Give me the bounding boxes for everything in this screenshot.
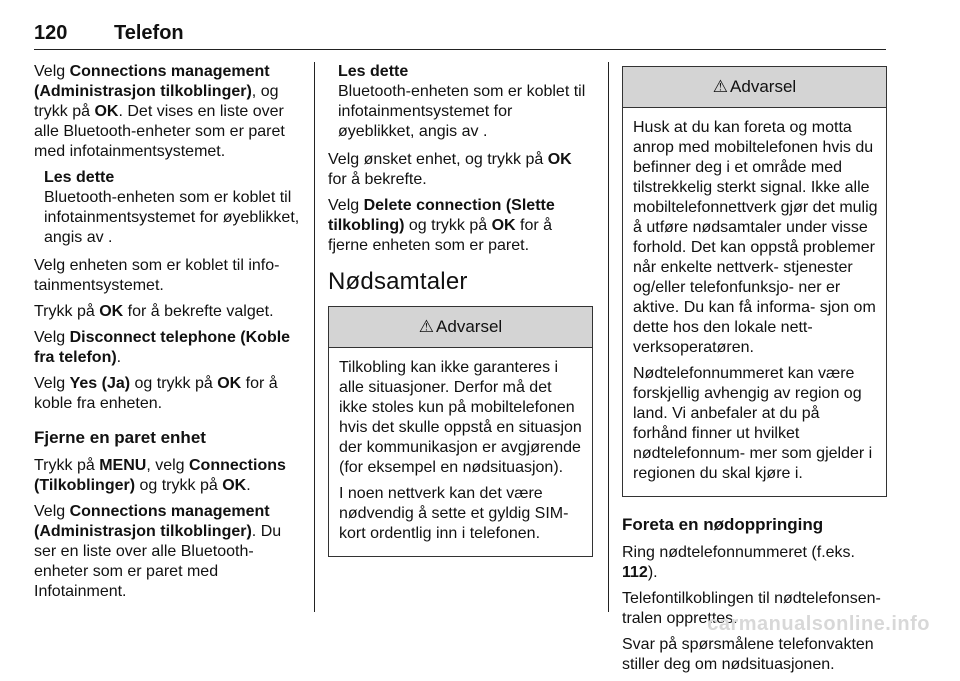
paragraph: Trykk på MENU, velg Connections (Tilkoblinger) og trykk på OK. [34, 457, 286, 494]
warning-title: Advarsel [436, 317, 503, 336]
paragraph: Velg Disconnect telephone (Koble fra telefon). [34, 329, 291, 366]
section-heading: Foreta en nødoppringing [622, 515, 824, 534]
paragraph: Velg Delete connection (Slette tilkobling) og trykk på OK for å fjerne enheten som er paret. [328, 197, 555, 254]
header-divider [34, 49, 886, 50]
paragraph: Ring nødtelefonnummeret (f.eks. 112). [622, 544, 855, 581]
note-title: Les dette [44, 169, 115, 186]
paragraph: Trykk på OK for å bekrefte valget. [34, 303, 274, 320]
column-3 [622, 66, 887, 681]
paragraph: Velg Connections management (Administrasjon tilkoblinger). Du ser en liste over alle Bluetooth-enheter som er paret med Infotainment. [34, 503, 282, 600]
warning-body [623, 108, 886, 496]
watermark: carmanualsonline.info [707, 613, 930, 635]
page-header [34, 22, 886, 48]
paragraph: Velg enheten som er koblet til info- tainmentsystemet. [34, 257, 280, 294]
warning-body [329, 348, 592, 556]
note-box [44, 168, 302, 248]
warning-box [622, 66, 887, 497]
warning-text: Nødtelefonnummeret kan være forskjellig avhengig av region og land. Vi anbefaler at du på forhånd finner ut hvilket nødtelefonnum- mer som gjelder i regionen du skal kjøre i. [633, 365, 873, 482]
warning-header [329, 307, 592, 348]
paragraph: Velg Yes (Ja) og trykk på OK for å koble fra enheten. [34, 375, 278, 412]
column-2 [328, 62, 593, 567]
warning-icon: ⚠ [712, 77, 729, 96]
section-heading: Fjerne en paret enhet [34, 428, 206, 447]
warning-text: Tilkobling kan ikke garanteres i alle situasjoner. Derfor må det ikke stoles kun på mobiltelefonen hvis det skulle oppstå en situasjon der kommunikasjon er avgjørende (for eksempel en nødsituasjon). [339, 359, 582, 476]
page-number: 120 [34, 22, 68, 44]
warning-text: Husk at du kan foreta og motta anrop med mobiltelefonen hvis du befinner deg i et område med tilstrekkelig sterkt signal. Ikke alle mobiltelefonnettverk gjør det mulig å utføre nødsamtaler under visse forhold. Det kan oppstå problemer når enkelte nettverk- stjenester og/eller telefonfunksjo- ner er aktive. Du kan få informa- sjon om dette hos den lokale nett- verksoperatøren. [633, 119, 878, 356]
column-1 [34, 62, 302, 608]
paragraph: Svar på spørsmålene telefonvakten stiller deg om nødsituasjonen. [622, 636, 874, 673]
page-title: Telefon [114, 22, 184, 44]
paragraph: Velg Connections management (Administrasjon tilkoblinger), og trykk på OK. Det vises en liste over alle Bluetooth-enheter som er paret med infotainmentsystemet. [34, 63, 285, 160]
warning-icon: ⚠ [418, 317, 435, 336]
warning-text: I noen nettverk kan det være nødvendig å sette et gyldig SIM-kort ordentlig inn i telefonen. [339, 485, 569, 542]
note-text: Bluetooth-enheten som er koblet til infotainmentsystemet for øyeblikket, angis av . [44, 189, 300, 246]
paragraph: Velg ønsket enhet, og trykk på OK for å bekrefte. [328, 151, 572, 188]
note-text: Bluetooth-enheten som er koblet til infotainmentsystemet for øyeblikket, angis av . [338, 83, 586, 140]
section-heading: Nødsamtaler [328, 268, 468, 295]
column-divider-2 [608, 62, 609, 612]
warning-box [328, 306, 593, 557]
paragraph: Telefontilkoblingen til nødtelefonsen- tralen opprettes. [622, 590, 881, 627]
warning-header [623, 67, 886, 108]
warning-title: Advarsel [730, 77, 797, 96]
note-title: Les dette [338, 63, 409, 80]
note-box [338, 62, 593, 142]
column-divider-1 [314, 62, 315, 612]
